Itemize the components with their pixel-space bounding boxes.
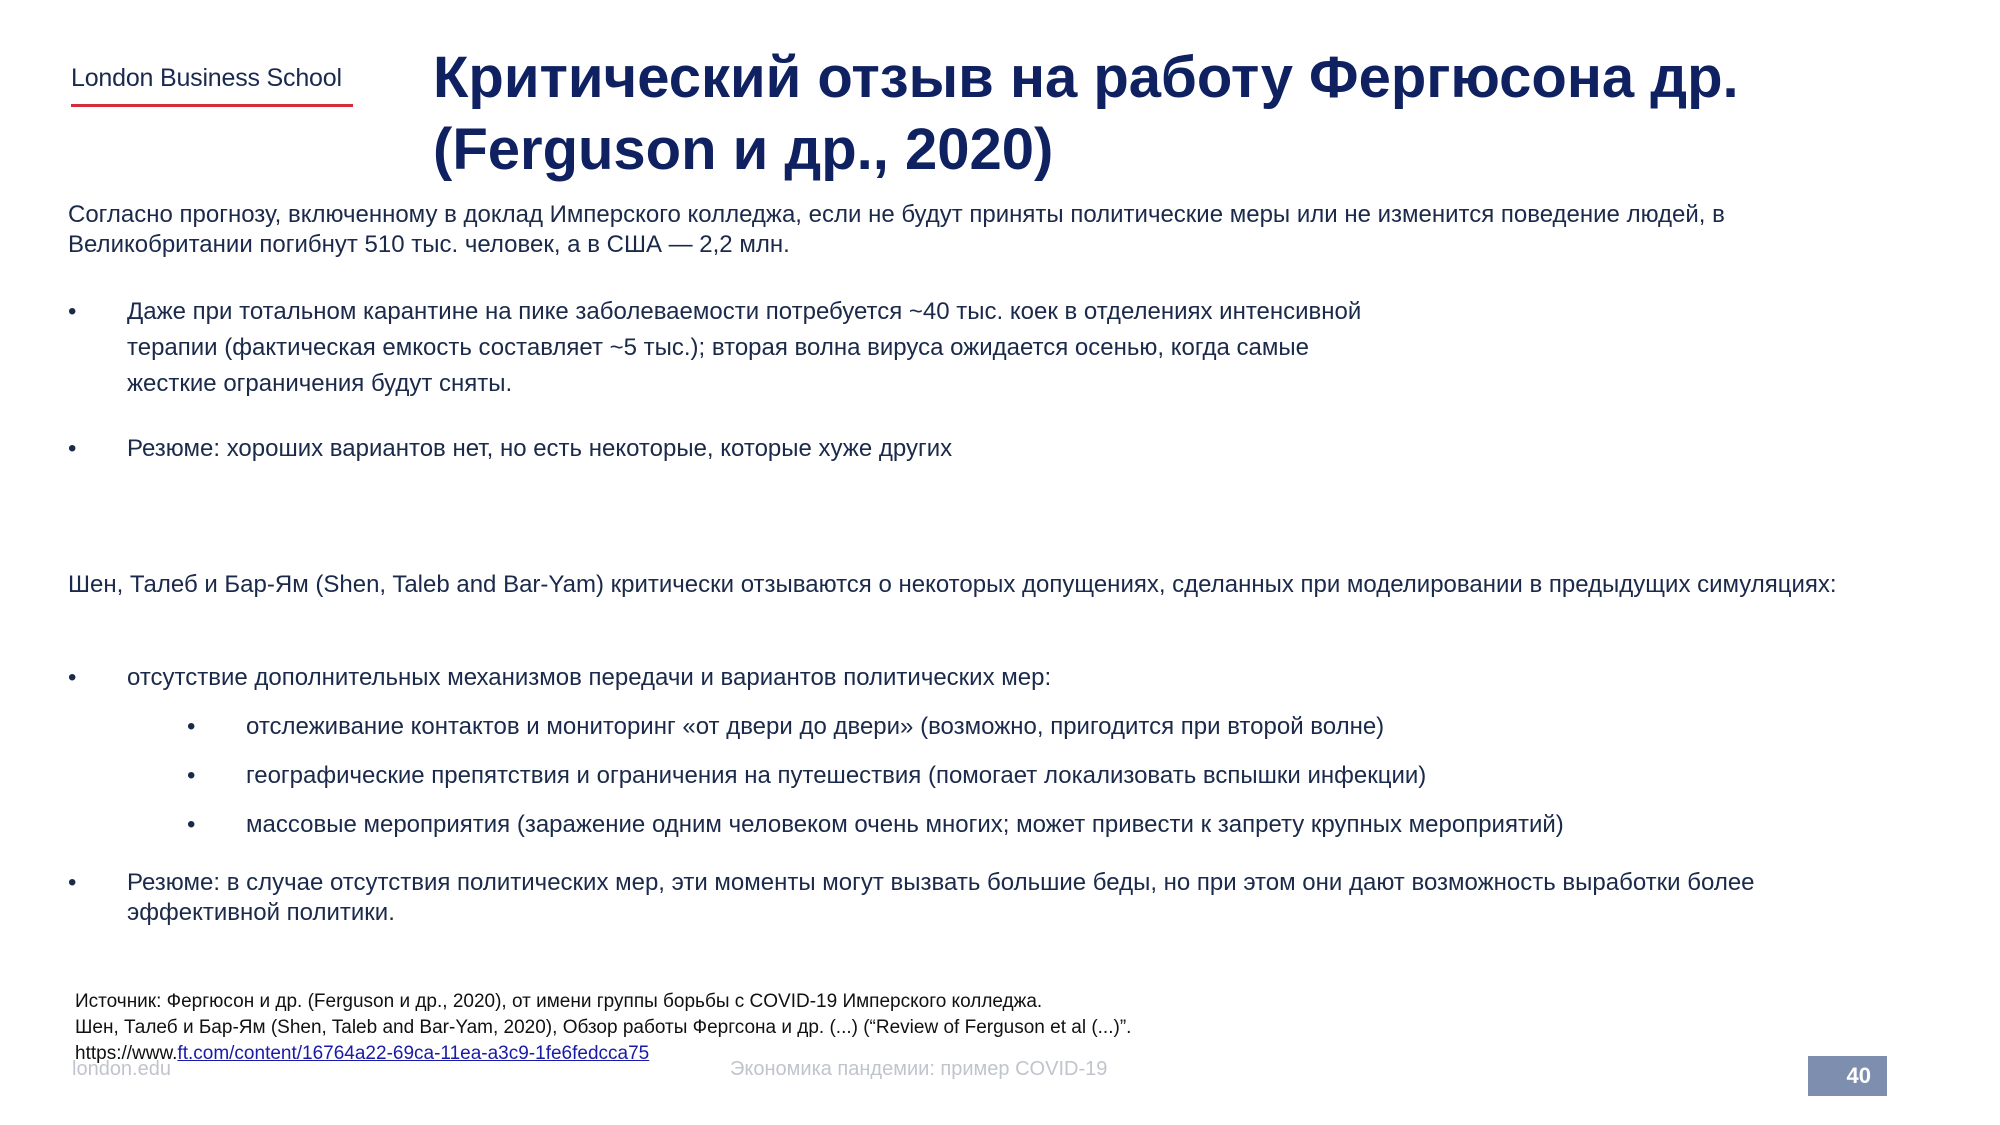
footer-subtitle: Экономика пандемии: пример COVID-19 [730, 1058, 1108, 1080]
bullet-icon: • [187, 811, 196, 838]
logo-text: London Business School [71, 64, 342, 92]
summary-line: эффективной политики. [127, 899, 395, 926]
bullet-icon: • [68, 435, 77, 462]
list-item [68, 660, 1568, 696]
bullet-line: жесткие ограничения будут сняты. [127, 370, 513, 397]
title-line-2: (Ferguson и др., 2020) [433, 117, 1054, 182]
source-notes [75, 989, 1575, 1067]
sub-bullet-text: отслеживание контактов и мониторинг «от двери до двери» (возможно, пригодится при второй волне) [246, 713, 1385, 740]
list-item [68, 294, 1568, 402]
title-line-1: Критический отзыв на работу Фергюсона др. [433, 45, 1739, 110]
intro-paragraph-1: Согласно прогнозу, включенному в доклад Имперского колледжа, если не будут приняты политические меры или не изменится поведение людей, в Великобритании погибнут 510 тыс. человек, а в США — 2,2 млн. [68, 201, 1725, 258]
bullet-icon: • [187, 762, 196, 789]
footer-site: london.edu [72, 1058, 171, 1080]
source-link[interactable]: ft.com/content/16764a22-69ca-11ea-a3c9-1fe6fedcca75 [177, 1043, 650, 1064]
sub-bullet-text: географические препятствия и ограничения на путешествия (помогает локализовать вспышки инфекции) [246, 762, 1427, 789]
bullet-line: терапии (фактическая емкость составляет ~5 тыс.); вторая волна вируса ожидается осенью, когда самые [127, 334, 1309, 361]
bullet-icon: • [68, 298, 77, 325]
bullet-text: отсутствие дополнительных механизмов передачи и вариантов политических мер: [127, 664, 1052, 691]
bullet-icon: • [68, 664, 77, 691]
bullet-icon: • [68, 869, 77, 896]
summary-line: Резюме: в случае отсутствия политических мер, эти моменты могут вызвать большие беды, но при этом они дают возможность выработки более [127, 869, 1755, 896]
page-title [433, 42, 1953, 186]
sub-list-item [187, 758, 1687, 794]
source-line-1: Источник: Фергюсон и др. (Ferguson и др., 2020), от имени группы борьбы с COVID-19 Имперского колледжа. [75, 991, 1043, 1012]
bullet-text: Резюме: хороших вариантов нет, но есть некоторые, которые хуже других [127, 435, 953, 462]
list-item [68, 868, 1948, 928]
sub-bullet-text: массовые мероприятия (заражение одним человеком очень многих; может привести к запрету крупных мероприятий) [246, 811, 1564, 838]
intro-paragraph-2: Шен, Талеб и Бар-Ям (Shen, Taleb and Bar-Yam) критически отзываются о некоторых допущениях, сделанных при моделировании в предыдущих симуляциях: [68, 571, 1837, 598]
logo-underline [71, 104, 353, 107]
source-line-2: Шен, Талеб и Бар-Ям (Shen, Taleb and Bar-Yam, 2020), Обзор работы Фергсона и др. (...) (“Review of Ferguson et al (...)”. [75, 1017, 1132, 1038]
list-item [68, 431, 1568, 467]
bullet-icon: • [187, 713, 196, 740]
sub-list-item [187, 807, 1787, 843]
source-link-prefix: https://www. [75, 1043, 178, 1064]
page-number: 40 [1808, 1056, 1887, 1096]
sub-list-item [187, 709, 1687, 745]
bullet-line: Даже при тотальном карантине на пике заболеваемости потребуется ~40 тыс. коек в отделениях интенсивной [127, 298, 1362, 325]
